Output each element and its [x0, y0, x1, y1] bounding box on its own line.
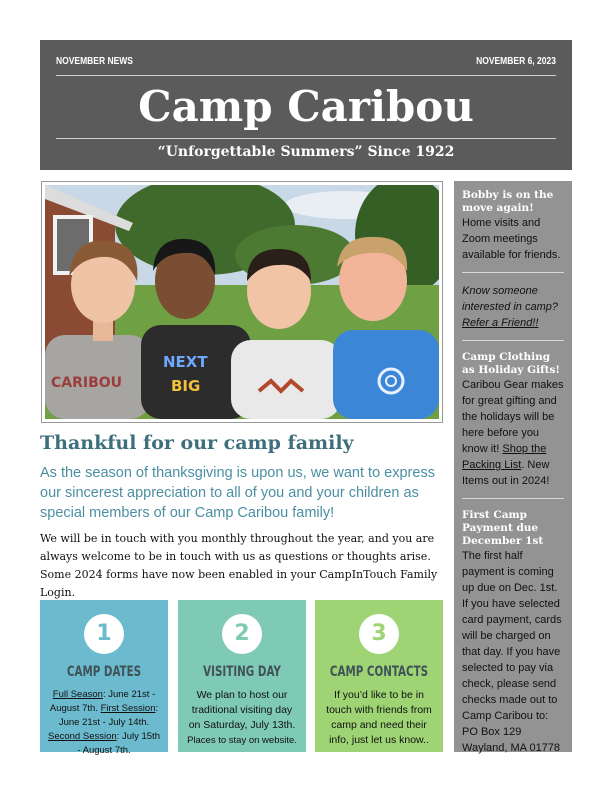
issue-label: NOVEMBER NEWS: [56, 56, 133, 67]
places-to-stay-note: Places to stay on website.: [187, 735, 297, 746]
refer-a-friend-link[interactable]: Refer a Friend!!: [462, 317, 539, 329]
camp-dates-card: [40, 600, 168, 756]
sidebar: [454, 181, 572, 752]
camp-contacts-text: If you’d like to be in touch with friends from camp and need their info, just let us know..: [326, 689, 432, 746]
boy-1-shirt-text: CARIBOU: [51, 375, 123, 391]
masthead: [40, 40, 572, 170]
tagline: “Unforgettable Summers” Since 1922: [157, 144, 455, 160]
sidebar-divider: [462, 272, 564, 273]
article-headline: Thankful for our camp family: [40, 432, 354, 454]
sidebar-heading-clothing: Camp Clothing as Holiday Gifts!: [462, 351, 561, 376]
visiting-day-card: [178, 600, 306, 752]
sidebar-text-bobby: Home visits and Zoom meetings available for friends.: [462, 217, 561, 261]
visiting-day-text: [186, 688, 298, 748]
mailing-address-line-1: PO Box 129: [462, 726, 522, 738]
sidebar-text-referral: [462, 283, 564, 331]
boy-4-shirt: [333, 330, 439, 419]
sidebar-divider: [462, 498, 564, 499]
first-session-dates: : June 21st - July 14th.: [58, 703, 159, 728]
masthead-rule-top: [56, 75, 556, 76]
full-season-link[interactable]: Full Season: [52, 689, 103, 700]
sidebar-text-payment: The first half payment is coming up due on Dec. 1st. If you have selected card payment, cards will be charged on that day. If you have selected to pay via check, please send checks made out to Camp Caribou to:: [462, 550, 562, 722]
full-season-dates: : June 21st - August 7th.: [49, 689, 156, 714]
newsletter-title: Camp Caribou: [138, 82, 474, 131]
card-number-badge: 3: [359, 614, 399, 654]
boy-3-shirt: [231, 340, 341, 419]
first-session-link[interactable]: First Session: [100, 703, 156, 714]
clothing-new-items: . New Items out in 2024!: [462, 459, 550, 487]
card-title: CAMP CONTACTS: [329, 664, 429, 680]
issue-date: NOVEMBER 6, 2023: [476, 56, 556, 67]
boy-2-shirt-text-1: NEXT: [163, 353, 208, 371]
camp-contacts-card: [315, 600, 443, 752]
article-body: We will be in touch with you monthly throughout the year, and you are always welcome to be in touch with us as questions or thoughts arise. Some 2024 forms have now been enabled in your CampInTouch Family Login.: [40, 532, 438, 599]
packing-list-link[interactable]: Shop the Packing List: [462, 443, 547, 471]
second-session-dates: : July 15th - August 7th.: [77, 731, 160, 756]
article-lede: As the season of thanksgiving is upon us, we want to express our sincerest appreciation to all of you and your children as special members of our Camp Caribou family!: [40, 465, 435, 521]
sidebar-divider: [462, 340, 564, 341]
masthead-rule-bottom: [56, 138, 556, 139]
camp-dates-text: [48, 688, 160, 758]
boy-2-shirt-text-2: BIG: [171, 377, 201, 395]
sidebar-heading-payment: First Camp Payment due December 1st: [462, 509, 544, 547]
campers-photo-illustration: [45, 185, 439, 419]
campers-photo: [41, 181, 443, 423]
second-session-link[interactable]: Second Session: [48, 731, 117, 742]
card-number-badge: 2: [222, 614, 262, 654]
card-title: CAMP DATES: [66, 664, 142, 680]
card-title: VISITING DAY: [203, 664, 281, 680]
mailing-address-line-2: Wayland, MA 01778: [462, 742, 561, 754]
clothing-description: Caribou Gear makes for great gifting and the holidays will be here before you know it!: [462, 379, 564, 455]
sidebar-heading-bobby: Bobby is on the move again!: [462, 189, 554, 214]
referral-prompt: Know someone interested in camp?: [462, 285, 558, 313]
visiting-day-description: We plan to host our traditional visiting day on Saturday, July 13th.: [188, 689, 296, 731]
card-number-badge: 1: [84, 614, 124, 654]
sidebar-text-clothing: [462, 377, 564, 489]
